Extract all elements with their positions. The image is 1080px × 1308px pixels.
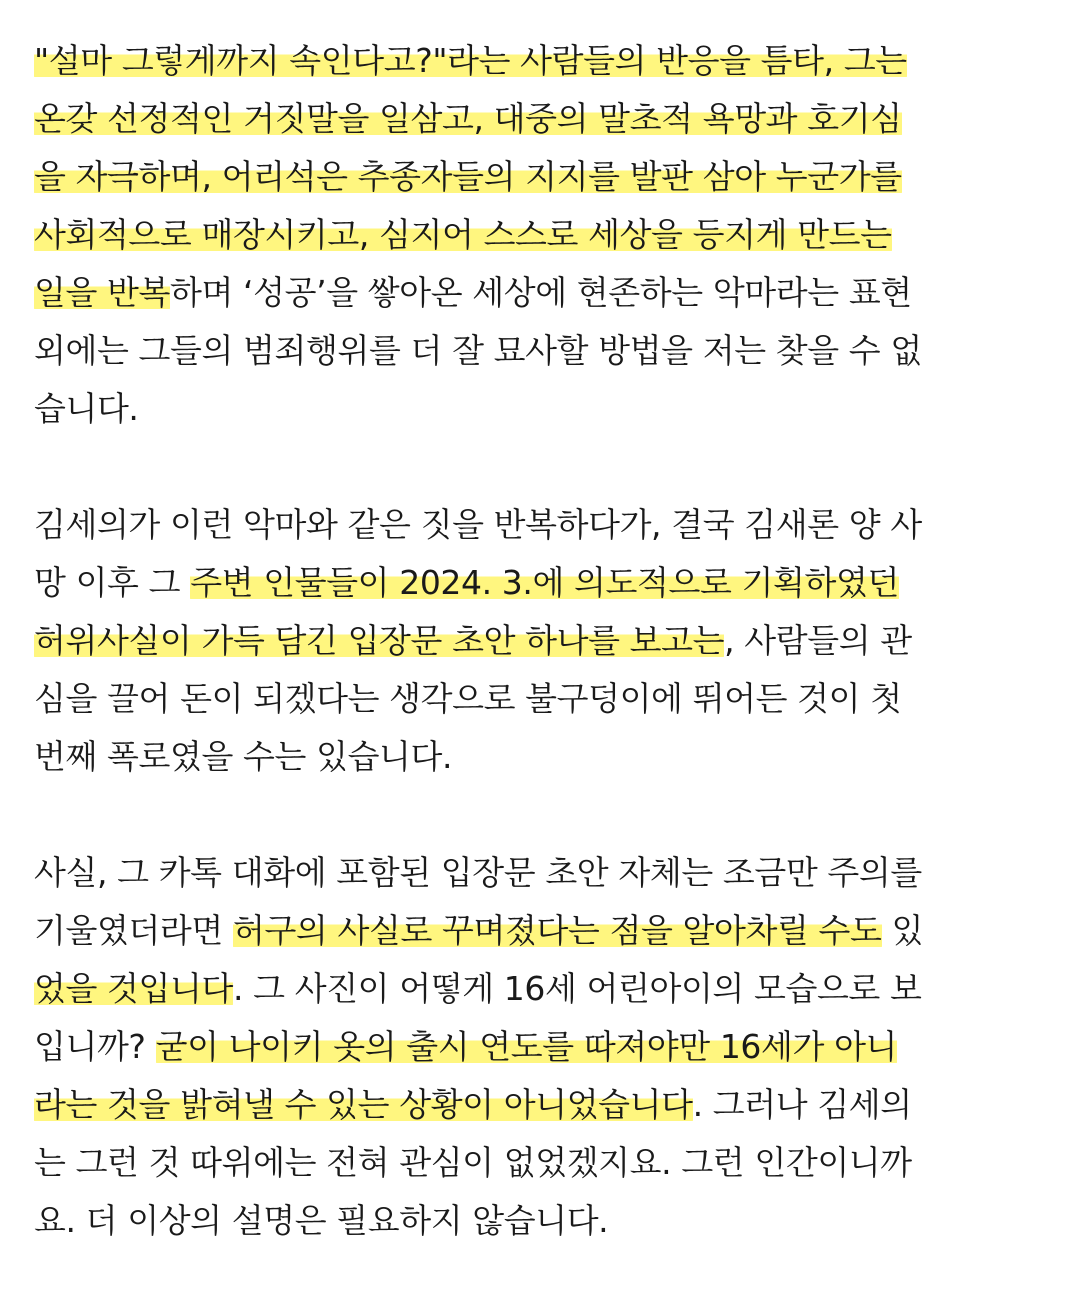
text-line: [34, 1192, 1064, 1250]
text-line: [34, 148, 1064, 206]
text-segment: 습니다.: [34, 389, 139, 428]
paragraph: [34, 32, 1064, 438]
highlighted-text: 허위사실이 가득 담긴 입장문 초안 하나를 보고는: [34, 621, 725, 660]
text-line: [34, 206, 1064, 264]
text-line: [34, 670, 1064, 728]
text-line: [34, 496, 1064, 554]
highlighted-text: 일을 반복: [34, 273, 171, 312]
paragraph: [34, 496, 1064, 786]
text-segment: 입니까?: [34, 1027, 156, 1066]
text-line: [34, 90, 1064, 148]
highlighted-text: 라는 것을 밝혀낼 수 있는 상황이 아니었습니다: [34, 1085, 693, 1124]
text-segment: 심을 끌어 돈이 되겠다는 생각으로 불구덩이에 뛰어든 것이 첫: [34, 679, 902, 718]
highlighted-text: 주변 인물들이 2024. 3.에 의도적으로 기획하였던: [190, 563, 899, 602]
text-segment: . 그 사진이 어떻게 16세 어린아이의 모습으로 보: [232, 969, 922, 1008]
text-line: [34, 728, 1064, 786]
text-line: [34, 902, 1064, 960]
text-line: [34, 960, 1064, 1018]
text-segment: 요. 더 이상의 설명은 필요하지 않습니다.: [34, 1201, 609, 1240]
text-line: [34, 1134, 1064, 1192]
text-segment: 는 그런 것 따위에는 전혀 관심이 없었겠지요. 그런 인간이니까: [34, 1143, 912, 1182]
text-line: [34, 380, 1064, 438]
text-segment: 있: [881, 911, 924, 950]
highlighted-text: 었을 것입니다: [34, 969, 233, 1008]
text-line: [34, 554, 1064, 612]
text-segment: . 그러나 김세의: [692, 1085, 912, 1124]
highlighted-text: 을 자극하며, 어리석은 추종자들의 지지를 발판 삼아 누군가를: [34, 157, 902, 196]
text-segment: 망 이후 그: [34, 563, 191, 602]
document-body: [34, 32, 1064, 1308]
text-segment: , 사람들의 관: [724, 621, 912, 660]
text-line: [34, 32, 1064, 90]
text-line: [34, 322, 1064, 380]
text-segment: 기울였더라면: [34, 911, 233, 950]
text-segment: 사실, 그 카톡 대화에 포함된 입장문 초안 자체는 조금만 주의를: [34, 853, 922, 892]
highlighted-text: 온갖 선정적인 거짓말을 일삼고, 대중의 말초적 욕망과 호기심: [34, 99, 902, 138]
highlighted-text: "설마 그렇게까지 속인다고?"라는 사람들의 반응을 틈타, 그는: [34, 41, 907, 80]
text-line: [34, 1076, 1064, 1134]
highlighted-text: 굳이 나이키 옷의 출시 연도를 따져야만 16세가 아니: [155, 1027, 898, 1066]
text-line: [34, 1018, 1064, 1076]
text-segment: 외에는 그들의 범죄행위를 더 잘 묘사할 방법을 저는 찾을 수 없: [34, 331, 922, 370]
text-line: [34, 264, 1064, 322]
text-line: [34, 844, 1064, 902]
highlighted-text: 허구의 사실로 꾸며졌다는 점을 알아차릴 수도: [232, 911, 882, 950]
text-segment: 번째 폭로였을 수는 있습니다.: [34, 737, 453, 776]
text-segment: 하며 ‘성공’을 쌓아온 세상에 현존하는 악마라는 표현: [170, 273, 912, 312]
paragraph: [34, 844, 1064, 1250]
text-line: [34, 612, 1064, 670]
text-segment: 김세의가 이런 악마와 같은 짓을 반복하다가, 결국 김새론 양 사: [34, 505, 922, 544]
highlighted-text: 사회적으로 매장시키고, 심지어 스스로 세상을 등지게 만드는: [34, 215, 892, 254]
